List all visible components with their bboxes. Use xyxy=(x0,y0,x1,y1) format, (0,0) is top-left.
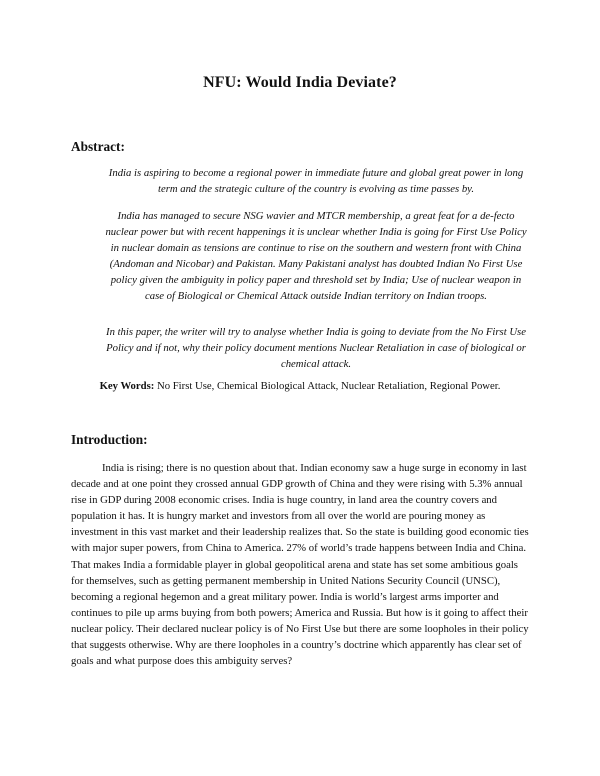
abstract-paragraph-3: In this paper, the writer will try to analyse whether India is going to deviate from the No First Use Policy and if not, why their policy document mentions Nuclear Retaliation in case of biological or chemical attack. xyxy=(106,326,526,370)
keywords-line xyxy=(0,380,600,392)
introduction-heading: Introduction: xyxy=(71,432,148,447)
introduction-paragraph: India is rising; there is no question about that. Indian economy saw a huge surge in economy in last decade and at one point they crossed annual GDP growth of China and they were rising with 5.3% annual rise in GDP during 2008 economic crises. India is huge country, in land area the country covers and population it has. It is hungry market and investors from all over the world are pouring money as investment in this vast market and their leadership realizes that. So the state is building good economic ties with major super powers, from China to America. 27% of world’s trade happens between India and China. That makes India a formidable player in global geopolitical arena and state has set some ambitious goals for themselves, such as getting permanent membership in United Nations Security Council (UNSC), becoming a regional hegemon and a great military power. India is world’s largest arms importer and continues to pile up arms buying from both powers; America and Russia. But how is it going to affect their nuclear policy. Their declared nuclear policy is of No First Use but there are some loopholes in their policy that suggests otherwise. Why are there loopholes in a country’s doctrine which apparently has clear set of goals and what purpose does this ambiguity serves? xyxy=(71,462,529,668)
abstract-heading: Abstract: xyxy=(71,139,125,154)
keywords-text: No First Use, Chemical Biological Attack, Nuclear Retaliation, Regional Power. xyxy=(156,380,501,392)
abstract-paragraph-1: India is aspiring to become a regional power in immediate future and global great power in long term and the strategic culture of the country is evolving as time passes by. xyxy=(108,167,524,195)
abstract-paragraph-2: India has managed to secure NSG wavier and MTCR membership, a great feat for a de-fecto nuclear power but with recent happenings it is unclear whether India is going for First Use Policy in nuclear domain as tensions are continue to rise on the southern and western front with China (Andoman and Nicobar) and Pakistan. Many Pakistani analyst has doubted Indian No First Use policy given the ambiguity in policy paper and threshold set by India; Use of nuclear weapon in case of Biological or Chemical Attack outside Indian territory on Indian troops. xyxy=(105,210,527,302)
keywords-label: Key Words: xyxy=(99,380,155,392)
paper-title: NFU: Would India Deviate? xyxy=(203,74,397,91)
